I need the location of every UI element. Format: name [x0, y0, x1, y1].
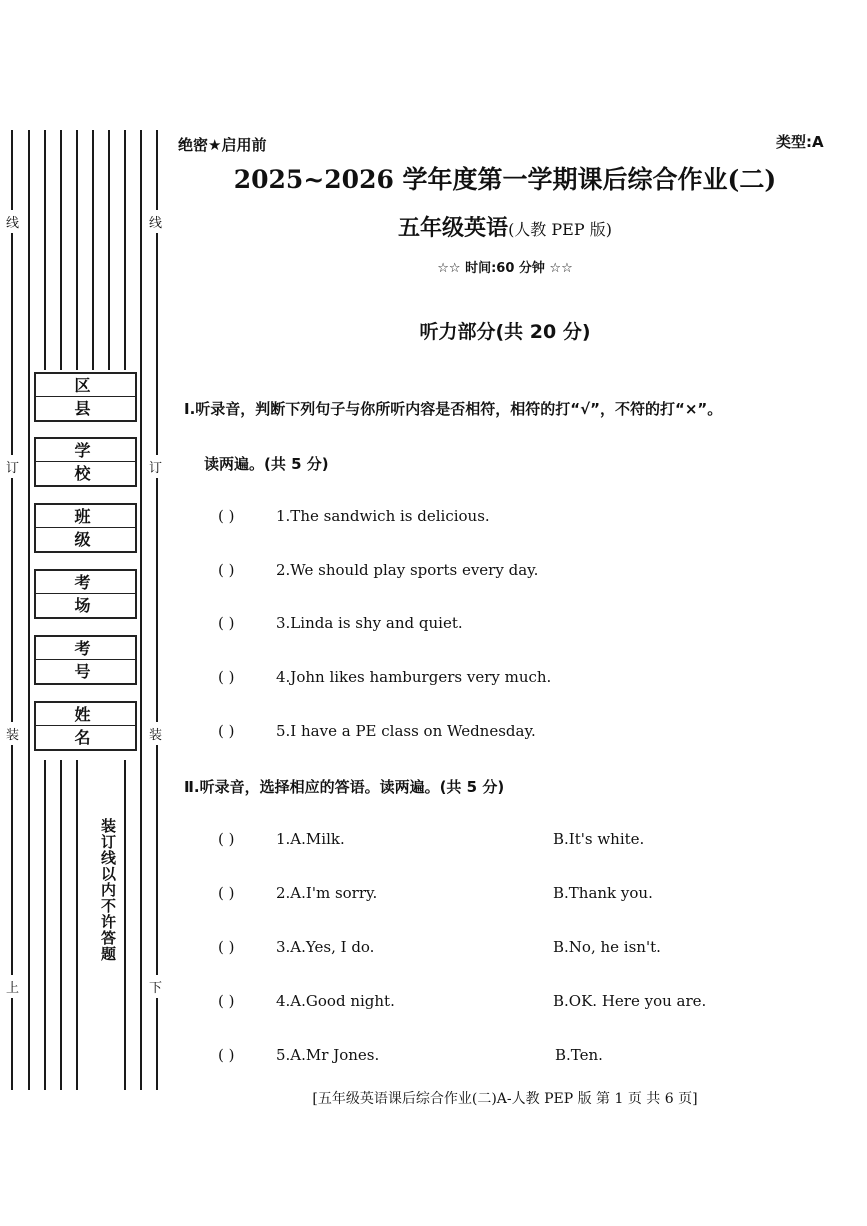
option-a: 3.A.Yes, I do.: [276, 938, 375, 956]
option-b: B.Thank you.: [553, 884, 653, 902]
time-limit: ☆☆ 时间:60 分钟 ☆☆: [437, 261, 573, 276]
field-school[interactable]: [34, 437, 137, 487]
field-exam-number[interactable]: [34, 635, 137, 685]
field-district[interactable]: [34, 372, 137, 422]
edition: (人教 PEP 版): [508, 220, 612, 239]
answer-blank[interactable]: ( ): [218, 830, 235, 848]
field-label: 考号: [36, 637, 135, 660]
part2-instruction: Ⅱ.听录音，选择相应的答语。读两遍。(共 5 分): [184, 778, 505, 796]
list-item: 5.I have a PE class on Wednesday.: [276, 722, 536, 740]
field-label: 姓名: [36, 703, 135, 726]
section-title: 听力部分(共 20 分): [419, 321, 591, 343]
option-b: B.OK. Here you are.: [553, 992, 707, 1010]
field-exam-room[interactable]: [34, 569, 137, 619]
option-a: 2.A.I'm sorry.: [276, 884, 378, 902]
option-b: B.No, he isn't.: [553, 938, 661, 956]
paper-type: 类型:A: [776, 133, 824, 151]
answer-blank[interactable]: ( ): [218, 507, 235, 525]
binding-mark: 线: [6, 210, 19, 233]
binding-mark: 订: [6, 455, 19, 478]
answer-blank[interactable]: ( ): [218, 561, 235, 579]
answer-blank[interactable]: ( ): [218, 668, 235, 686]
binding-mark: 订: [149, 455, 162, 478]
list-item: 2.We should play sports every day.: [276, 561, 539, 579]
answer-blank[interactable]: ( ): [218, 614, 235, 632]
option-a: 4.A.Good night.: [276, 992, 395, 1010]
subject-name: 五年级英语: [398, 216, 509, 241]
answer-blank[interactable]: ( ): [218, 1046, 235, 1064]
part1-instruction-cont: 读两遍。(共 5 分): [204, 455, 329, 473]
binding-mark: 线: [149, 210, 162, 233]
option-b: B.Ten.: [555, 1046, 603, 1064]
answer-blank[interactable]: ( ): [218, 722, 235, 740]
subtitle: [170, 211, 840, 242]
answer-blank[interactable]: ( ): [218, 938, 235, 956]
page-title: 2025~2026 学年度第一学期课后综合作业(二): [233, 165, 777, 194]
binding-mark: 上: [6, 975, 19, 998]
option-a: 5.A.Mr Jones.: [276, 1046, 380, 1064]
answer-blank[interactable]: ( ): [218, 884, 235, 902]
binding-mark: 装: [6, 722, 19, 745]
binding-mark: 下: [149, 975, 162, 998]
field-label: 学校: [36, 439, 135, 462]
binding-note: 装订线以内不许答题: [99, 818, 117, 962]
page-footer: [五年级英语课后综合作业(二)A-人教 PEP 版 第 1 页 共 6 页]: [312, 1091, 698, 1107]
field-label: 班级: [36, 505, 135, 528]
option-b: B.It's white.: [553, 830, 645, 848]
list-item: 3.Linda is shy and quiet.: [276, 614, 463, 632]
answer-blank[interactable]: ( ): [218, 992, 235, 1010]
field-name[interactable]: [34, 701, 137, 751]
field-label: 区县: [36, 374, 135, 397]
option-a: 1.A.Milk.: [276, 830, 345, 848]
list-item: 4.John likes hamburgers very much.: [276, 668, 552, 686]
confidential-label: 绝密★启用前: [178, 136, 267, 154]
field-class[interactable]: [34, 503, 137, 553]
binding-mark: 装: [149, 722, 162, 745]
field-label: 考场: [36, 571, 135, 594]
list-item: 1.The sandwich is delicious.: [276, 507, 490, 525]
part1-instruction: Ⅰ.听录音，判断下列句子与你所听内容是否相符，相符的打“√”，不符的打“×”。: [184, 400, 723, 418]
